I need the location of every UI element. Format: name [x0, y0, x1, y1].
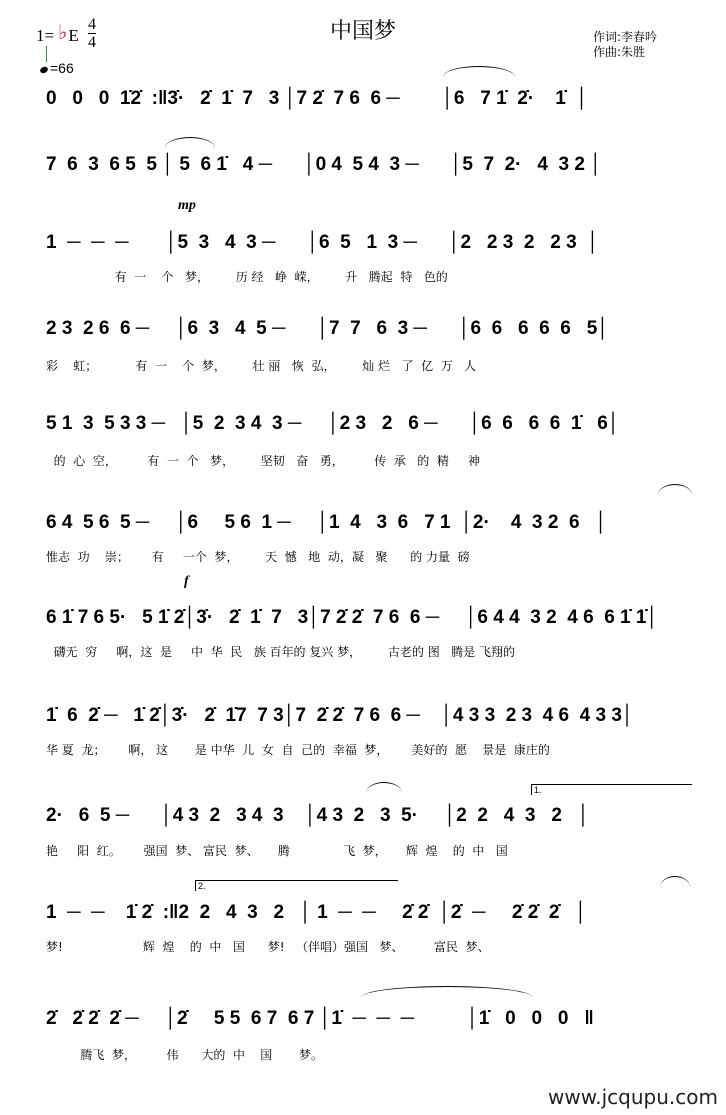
notation-line: 2 3 2 6 6 ─ │6 3 4 5 ─ │7 7 6 3 ─ │6 6 6 6 6 5│ [46, 318, 610, 339]
lyrics-line: 礴无 穷 啊，这 是 中 华 民 族 百年的 复兴 梦， 古老的 图 腾是 飞翔的 [46, 645, 515, 659]
notation-line: 6 4 5 6 5 ─ │6 5 6 1 ─ │1 4 3 6 7 1 │2· 4 3 2 6 │ [46, 512, 608, 533]
score-row [46, 154, 692, 188]
lyrics-line: 有 一 个 梦， 历 经 峥 嵘， 升 腾起 特 色的 [46, 270, 448, 284]
dynamic-mp: mp [178, 198, 196, 213]
lyrics-line: 惟志 功 崇； 有 一个 梦， 天 憾 地 动，凝 聚 的 力量 磅 [46, 550, 470, 564]
notation-line: 6 1̇ 7 6 5· 5 1̇ 2̇│3̇· 2̇ 1̇ 7 3│7 2̇ 2̇ 7 6 6 ─ │6 4 4 3 2 4 6 6 1̇ 1̇│ [46, 607, 659, 628]
score-row [46, 902, 692, 936]
lyrics-line: 腾飞 梦， 伟 大的 中 国 梦。 [46, 1048, 323, 1062]
score-row [46, 318, 692, 352]
time-top: 4 [88, 16, 96, 33]
lyrics-line: 的 心 空， 有 一 个 梦， 坚韧 奋 勇， 传 承 的 精 神 [46, 454, 480, 468]
first-ending-bracket: 1. [531, 784, 692, 795]
key-signature [36, 16, 96, 51]
score-row [46, 232, 692, 266]
notation-line: 1 ─ ─ ─ │5 3 4 3 ─ │6 5 1 3 ─ │2 2 3 2 2 3 │ [46, 232, 600, 253]
notation-line: 2̇ 2̇ 2̇ 2̇ ─ │2̇ 5 5 6 7 6 7 │1̇ ─ ─ ─ │1̇ 0 0 0 ‖ [46, 1008, 594, 1029]
notation-line: 1 ─ ─ 1̇ 2̇ :‖2 2 4 3 2 │ 1 ─ ─ 2̇ 2̇ │2̇ ─ 2̇ 2̇ 2̇ │ [46, 902, 588, 923]
time-signature [88, 16, 96, 51]
slur-icon [366, 782, 402, 793]
score-row [46, 805, 692, 839]
tempo-value: =66 [50, 60, 74, 76]
slur-icon [443, 66, 515, 77]
flat-icon: ♭ [58, 22, 68, 44]
lyricist: 作词:李春吟 [593, 30, 658, 44]
composer: 作曲:朱胜 [593, 45, 646, 59]
dynamic-f: f [184, 574, 189, 589]
score-row [46, 607, 692, 641]
lyrics-line: 梦! 辉 煌 的 中 国 梦! （伴唱）强国 梦、 富民 梦、 [46, 940, 490, 954]
lyrics-line: 艳 阳 红。 强国 梦、 富民 梦、 腾 飞 梦， 辉 煌 的 中 国 [46, 844, 508, 858]
score-row [46, 1008, 692, 1042]
song-title: 中国梦 [329, 19, 396, 44]
time-bottom: 4 [88, 34, 96, 51]
notation-line: 2· 6 5 ─ │4 3 2 3 4 3 │4 3 2 3 5· │2 2 4 3 2 │ [46, 805, 590, 826]
key-label: 1= [36, 26, 55, 45]
lyrics-line: 彩 虹； 有 一 个 梦， 壮 丽 恢 弘， 灿 烂 了 亿 万 人 [46, 359, 477, 373]
score-row [46, 88, 692, 122]
lyrics-line: 华 夏 龙； 啊， 这 是 中华 儿 女 自 己的 幸福 梦， 美好的 愿 景是 康庄的 [46, 743, 550, 757]
key-note: E [68, 26, 79, 45]
credits [593, 30, 657, 60]
slur-icon [658, 484, 692, 495]
notation-line: 1̇ 6 2̇ ─ 1̇ 2̇│3̇· 2̇ 1̇7 7 3│7 2̇ 2̇ 7 6 6 ─ │4 3 3 2 3 4 6 4 3 3│ [46, 705, 634, 726]
slur-icon [660, 876, 690, 887]
notation-line: 5 1 3 5 3 3 ─ │5 2 3 4 3 ─ │2 3 2 6 ─ │6 6 6 6 1̇ 6│ [46, 413, 620, 434]
note-stem-icon [46, 46, 47, 62]
slur-icon [362, 986, 532, 997]
watermark: www.jcqupu.com [548, 1085, 718, 1109]
tempo-marking [40, 60, 74, 76]
second-ending-bracket: 2. [195, 880, 398, 891]
score-row [46, 413, 692, 447]
notation-line: 7 6 3 6 5 5 │ 5 6 1̇ 4 ─ │0 4 5 4 3 ─ │5 7 2· 4 3 2 │ [46, 154, 603, 175]
slur-icon [165, 137, 215, 148]
notation-line: 0 0 0 1̇2̇ :‖3̇· 2̇ 1̇ 7 3 │7 2̇ 7 6 6 ─ │6 7 1̇ 2̇· 1̇ │ [46, 88, 589, 109]
score-row [46, 705, 692, 739]
score-row [46, 512, 692, 546]
quarter-note-icon [39, 66, 49, 75]
